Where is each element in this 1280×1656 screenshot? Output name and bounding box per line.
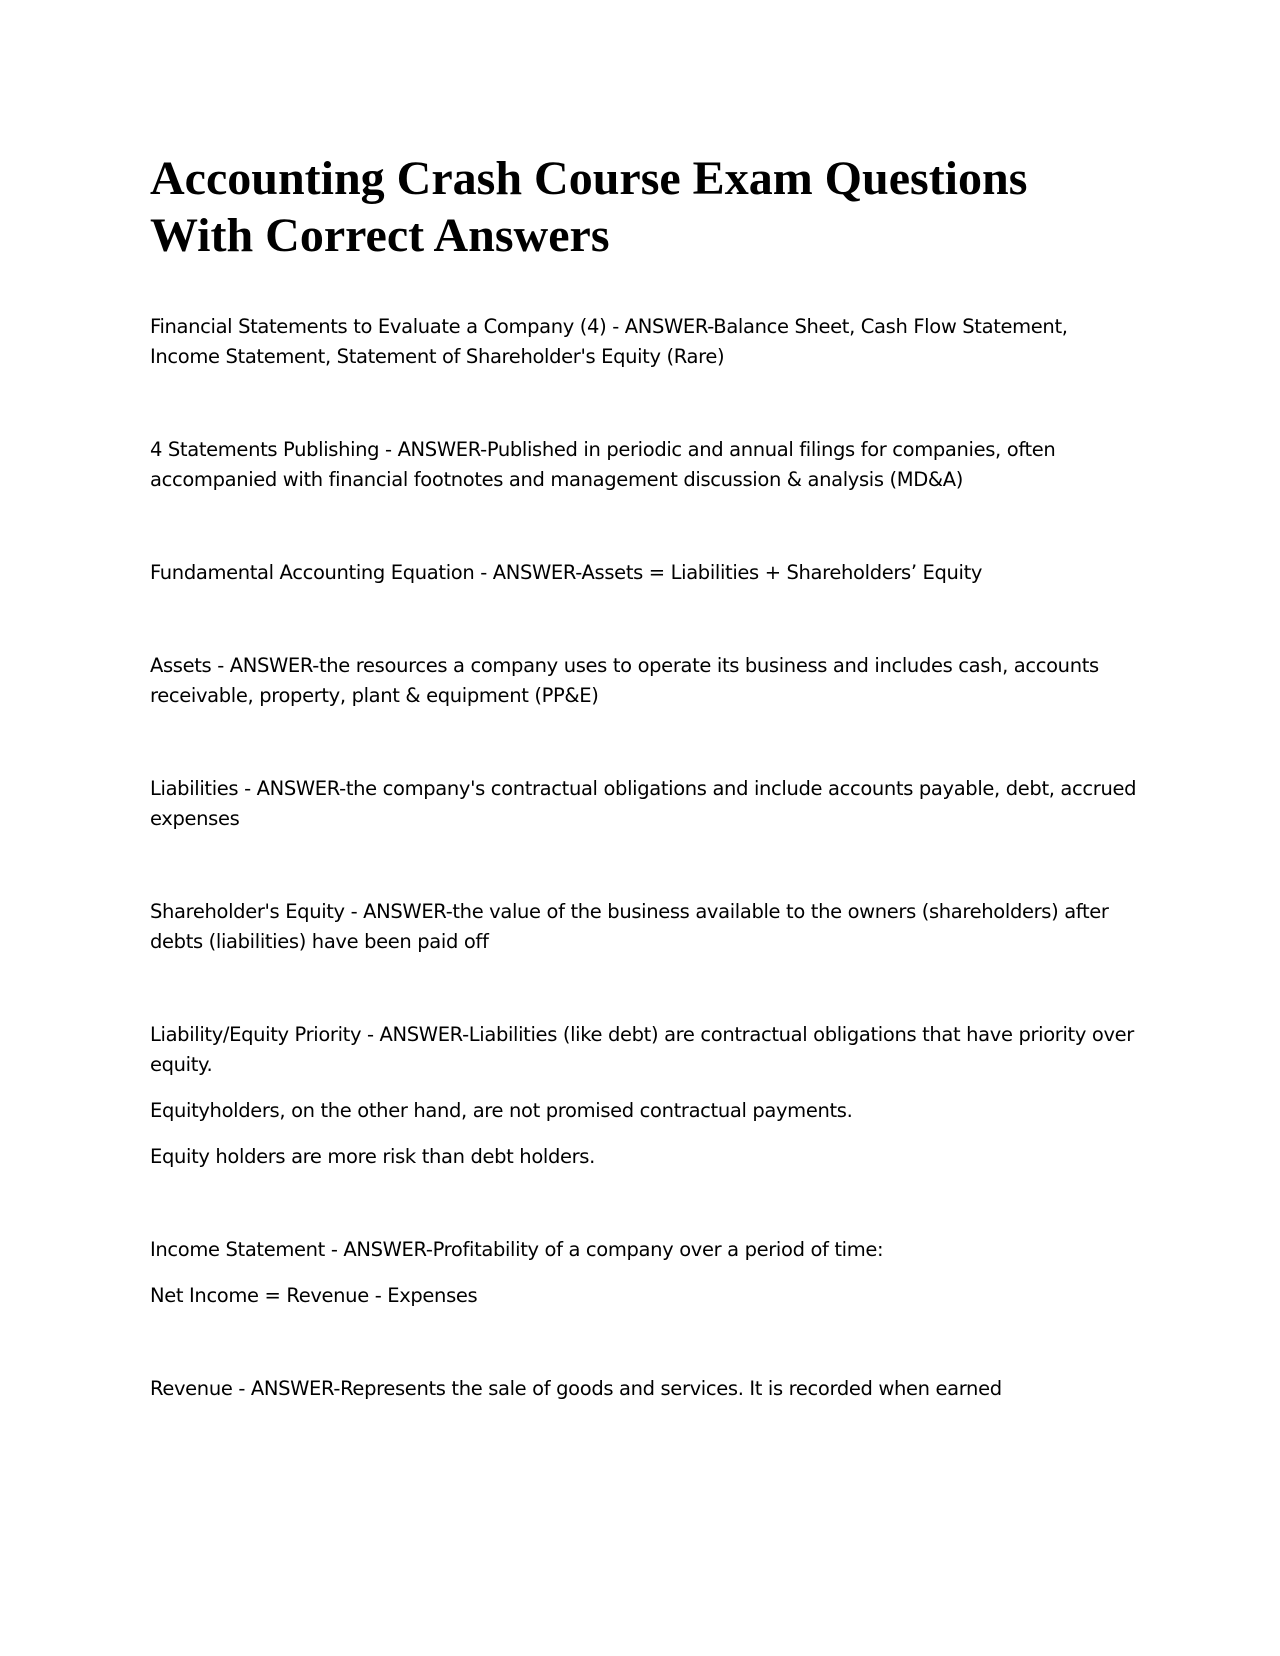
qa-paragraph: Revenue - ANSWER-Represents the sale of goods and services. It is recorded when earned	[150, 1377, 1002, 1400]
qa-entry-revenue	[150, 1374, 1140, 1404]
qa-paragraph: Net Income = Revenue - Expenses	[150, 1284, 478, 1307]
qa-entry-accounting-equation	[150, 558, 1140, 588]
qa-entry-shareholders-equity	[150, 897, 1140, 957]
qa-paragraph: Equityholders, on the other hand, are not promised contractual payments.	[150, 1099, 853, 1122]
qa-paragraph: Fundamental Accounting Equation - ANSWER-Assets = Liabilities + Shareholders’ Equity	[150, 561, 983, 584]
qa-paragraph: Liabilities - ANSWER-the company's contractual obligations and include accounts payable, debt, accrued expenses	[150, 777, 1137, 830]
qa-paragraph: Assets - ANSWER-the resources a company uses to operate its business and includes cash, accounts receivable, property, plant & equipment (PP&E)	[150, 654, 1099, 707]
qa-entry-financial-statements	[150, 312, 1140, 372]
qa-paragraph: Equity holders are more risk than debt holders.	[150, 1145, 595, 1168]
qa-entry-liabilities	[150, 774, 1140, 834]
qa-paragraph: Financial Statements to Evaluate a Company (4) - ANSWER-Balance Sheet, Cash Flow Statement, Income Statement, Statement of Shareholder's Equity (Rare)	[150, 315, 1068, 368]
document-title: Accounting Crash Course Exam Questions With Correct Answers	[150, 152, 1028, 262]
qa-entry-income-statement	[150, 1235, 1140, 1311]
document-content	[150, 150, 1140, 1467]
qa-entry-liability-equity-priority	[150, 1020, 1140, 1172]
qa-paragraph: Liability/Equity Priority - ANSWER-Liabilities (like debt) are contractual obligations that have priority over equity.	[150, 1023, 1134, 1076]
qa-paragraph: 4 Statements Publishing - ANSWER-Published in periodic and annual filings for companies, often accompanied with financial footnotes and management discussion & analysis (MD&A)	[150, 438, 1056, 491]
qa-paragraph: Shareholder's Equity - ANSWER-the value of the business available to the owners (shareholders) after debts (liabilities) have been paid off	[150, 900, 1109, 953]
qa-entry-assets	[150, 651, 1140, 711]
qa-entry-statements-publishing	[150, 435, 1140, 495]
qa-paragraph: Income Statement - ANSWER-Profitability of a company over a period of time:	[150, 1238, 884, 1261]
